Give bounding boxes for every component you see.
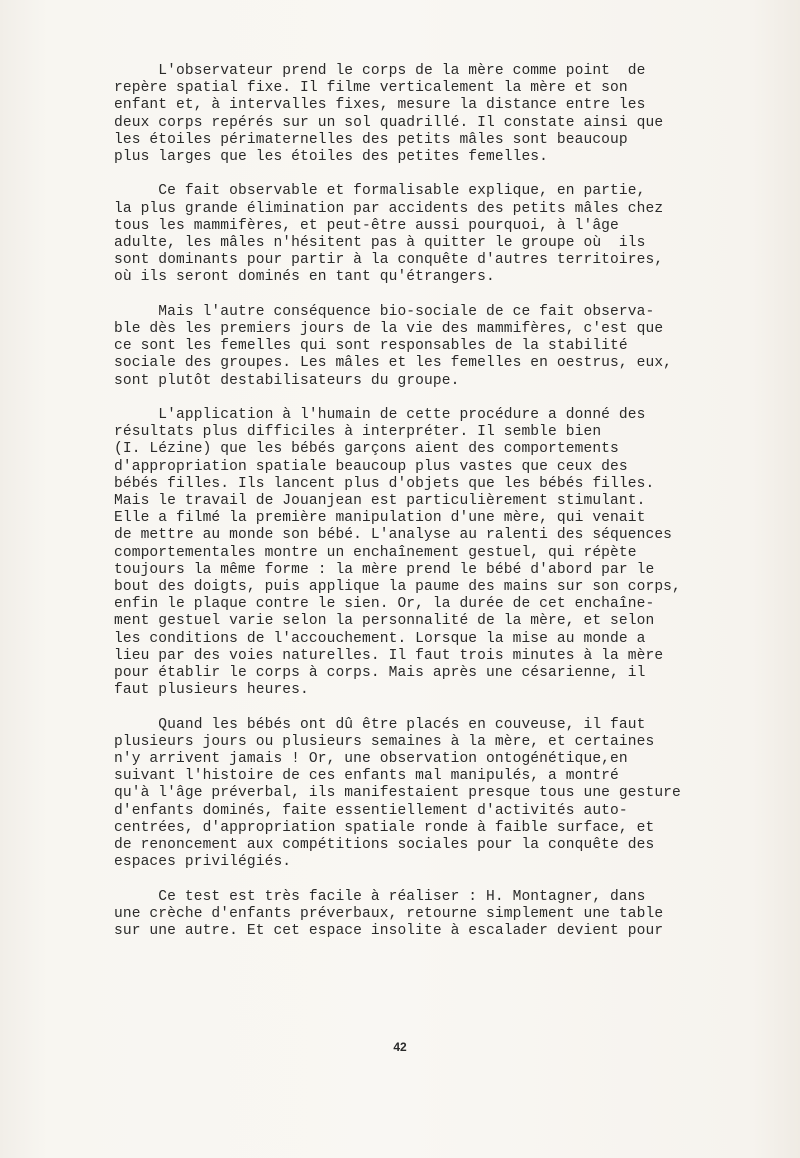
text-line: L'application à l'humain de cette procédure a donné des	[114, 407, 646, 424]
paragraph-4	[114, 407, 681, 699]
text-line: d'enfants dominés, faite essentiellement d'activités auto-	[114, 802, 628, 819]
paragraph-2	[114, 183, 664, 286]
paragraph-5	[114, 716, 681, 872]
text-line: sociale des groupes. Les mâles et les femelles en oestrus, eux,	[114, 355, 673, 372]
text-line: Ce test est très facile à réaliser : H. Montagner, dans	[114, 888, 646, 905]
text-line: Elle a filmé la première manipulation d'une mère, qui venait	[114, 510, 646, 527]
text-line: ce sont les femelles qui sont responsables de la stabilité	[114, 338, 628, 355]
text-line: lieu par des voies naturelles. Il faut trois minutes à la mère	[114, 647, 664, 664]
paragraph-1	[114, 63, 664, 166]
text-line: comportementales montre un enchaînement gestuel, qui répète	[114, 544, 637, 561]
paragraph-6	[114, 888, 664, 941]
text-line: toujours la même forme : la mère prend le bébé d'abord par le	[114, 561, 655, 578]
text-line: deux corps repérés sur un sol quadrillé. Il constate ainsi que	[114, 114, 664, 131]
text-line: de renoncement aux compétitions sociales pour la conquête des	[114, 837, 655, 854]
text-line: bout des doigts, puis applique la paume des mains sur son corps,	[114, 579, 681, 596]
page-number: 42	[393, 1040, 407, 1054]
text-line: centrées, d'appropriation spatiale ronde à faible surface, et	[114, 819, 655, 836]
text-line: les conditions de l'accouchement. Lorsque la mise au monde a	[114, 630, 646, 647]
text-line: adulte, les mâles n'hésitent pas à quitter le groupe où ils	[114, 235, 646, 252]
text-line: Ce fait observable et formalisable explique, en partie,	[114, 183, 646, 200]
text-line: faut plusieurs heures.	[114, 682, 309, 699]
text-line: une crèche d'enfants préverbaux, retourne simplement une table	[114, 905, 664, 922]
text-line: bébés filles. Ils lancent plus d'objets que les bébés filles.	[114, 475, 655, 492]
text-line: les étoiles périmaternelles des petits mâles sont beaucoup	[114, 131, 628, 148]
text-line: plusieurs jours ou plusieurs semaines à la mère, et certaines	[114, 733, 655, 750]
text-line: L'observateur prend le corps de la mère comme point de	[114, 63, 646, 79]
text-line: n'y arrivent jamais ! Or, une observation ontogénétique,en	[114, 751, 628, 768]
body-text	[114, 63, 681, 957]
text-line: sont plutôt destabilisateurs du groupe.	[114, 372, 460, 389]
text-line: pour établir le corps à corps. Mais après une césarienne, il	[114, 665, 646, 682]
text-line: enfin le plaque contre le sien. Or, la durée de cet enchaîne-	[114, 596, 655, 613]
text-line: enfant et, à intervalles fixes, mesure la distance entre les	[114, 97, 646, 114]
text-line: de mettre au monde son bébé. L'analyse au ralenti des séquences	[114, 527, 673, 544]
text-line: sur une autre. Et cet espace insolite à escalader devient pour	[114, 923, 664, 940]
text-line: Quand les bébés ont dû être placés en couveuse, il faut	[114, 716, 646, 733]
text-line: d'appropriation spatiale beaucoup plus vastes que ceux des	[114, 458, 628, 475]
text-line: où ils seront dominés en tant qu'étrangers.	[114, 269, 495, 286]
text-line: plus larges que les étoiles des petites femelles.	[114, 149, 549, 166]
text-line: repère spatial fixe. Il filme verticalement la mère et son	[114, 80, 628, 97]
text-line: tous les mammifères, et peut-être aussi pourquoi, à l'âge	[114, 217, 619, 234]
text-line: Mais le travail de Jouanjean est particulièrement stimulant.	[114, 493, 646, 510]
text-line: espaces privilégiés.	[114, 854, 292, 871]
text-line: résultats plus difficiles à interpréter. Il semble bien	[114, 424, 602, 441]
text-line: ble dès les premiers jours de la vie des mammifères, c'est que	[114, 321, 664, 338]
text-line: suivant l'histoire de ces enfants mal manipulés, a montré	[114, 768, 619, 785]
text-line: ment gestuel varie selon la personnalité de la mère, et selon	[114, 613, 655, 630]
text-line: (I. Lézine) que les bébés garçons aient des comportements	[114, 441, 619, 458]
text-line: la plus grande élimination par accidents des petits mâles chez	[114, 200, 664, 217]
text-line: sont dominants pour partir à la conquête d'autres territoires,	[114, 252, 664, 269]
paragraph-3	[114, 303, 673, 390]
text-line: qu'à l'âge préverbal, ils manifestaient presque tous une gesture	[114, 785, 681, 802]
text-line: Mais l'autre conséquence bio-sociale de ce fait observa-	[114, 303, 655, 320]
